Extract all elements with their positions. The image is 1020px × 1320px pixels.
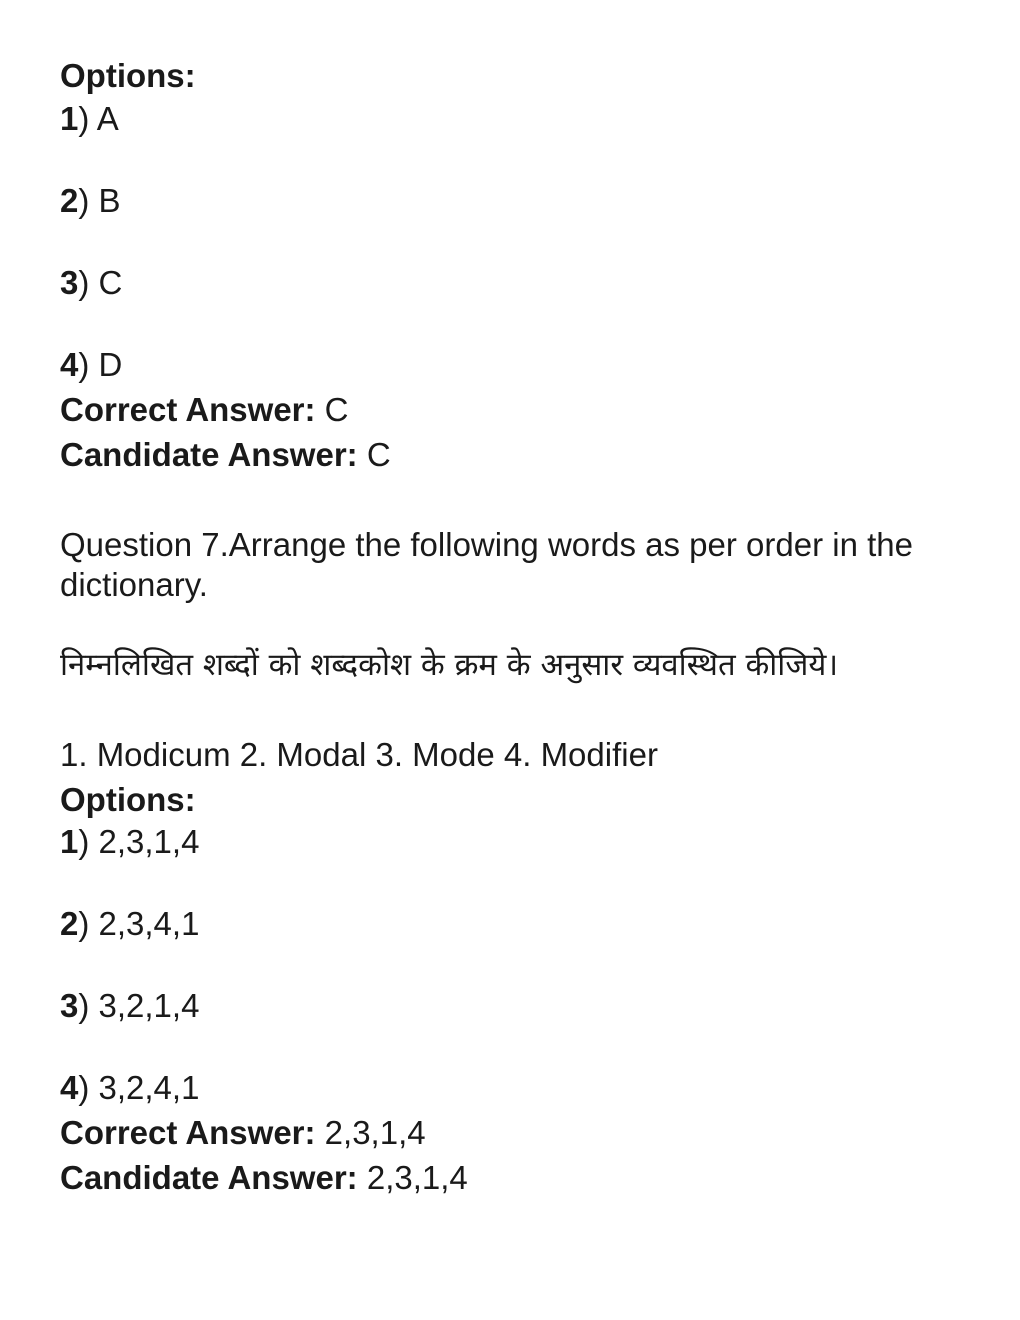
option-1 <box>60 99 119 139</box>
option-2 <box>60 181 121 221</box>
option-4 <box>60 345 122 385</box>
option-number: 4 <box>60 346 79 383</box>
option-text: ) 3,2,4,1 <box>78 1069 200 1106</box>
candidate-answer-value: C <box>357 436 391 473</box>
option-1 <box>60 822 199 862</box>
option-text: ) 3,2,1,4 <box>78 987 200 1024</box>
option-number: 4 <box>60 1069 79 1106</box>
option-number: 1 <box>60 100 79 137</box>
correct-answer-value: 2,3,1,4 <box>315 1114 426 1151</box>
candidate-answer <box>60 1158 468 1198</box>
option-text: ) D <box>78 346 123 383</box>
option-number: 2 <box>60 905 79 942</box>
option-text: ) 2,3,4,1 <box>78 905 200 942</box>
option-number: 3 <box>60 987 79 1024</box>
option-number: 3 <box>60 264 79 301</box>
candidate-answer <box>60 435 391 475</box>
options-label: Options: <box>60 781 196 818</box>
option-number: 1 <box>60 823 79 860</box>
candidate-answer-label: Candidate Answer: <box>60 436 358 473</box>
option-number: 2 <box>60 182 79 219</box>
correct-answer-value: C <box>315 391 349 428</box>
candidate-answer-value: 2,3,1,4 <box>357 1159 468 1196</box>
options-label: Options: <box>60 57 196 94</box>
option-text: ) C <box>78 264 123 301</box>
question-words: 1. Modicum 2. Modal 3. Mode 4. Modifier <box>60 736 658 773</box>
option-2 <box>60 904 199 944</box>
correct-answer-label: Correct Answer: <box>60 391 316 428</box>
option-text: ) A <box>78 100 119 137</box>
option-3 <box>60 263 122 303</box>
option-text: ) B <box>78 182 121 219</box>
option-4 <box>60 1068 199 1108</box>
question-text: Question 7.Arrange the following words as per order in the dictionary. <box>60 526 913 603</box>
option-3 <box>60 986 199 1026</box>
correct-answer-label: Correct Answer: <box>60 1114 316 1151</box>
correct-answer <box>60 1113 426 1153</box>
correct-answer <box>60 390 349 430</box>
option-text: ) 2,3,1,4 <box>78 823 200 860</box>
candidate-answer-label: Candidate Answer: <box>60 1159 358 1196</box>
question-text-hindi: निम्नलिखित शब्दों को शब्दकोश के क्रम के अनुसार व्यवस्थित कीजिये। <box>60 647 839 683</box>
